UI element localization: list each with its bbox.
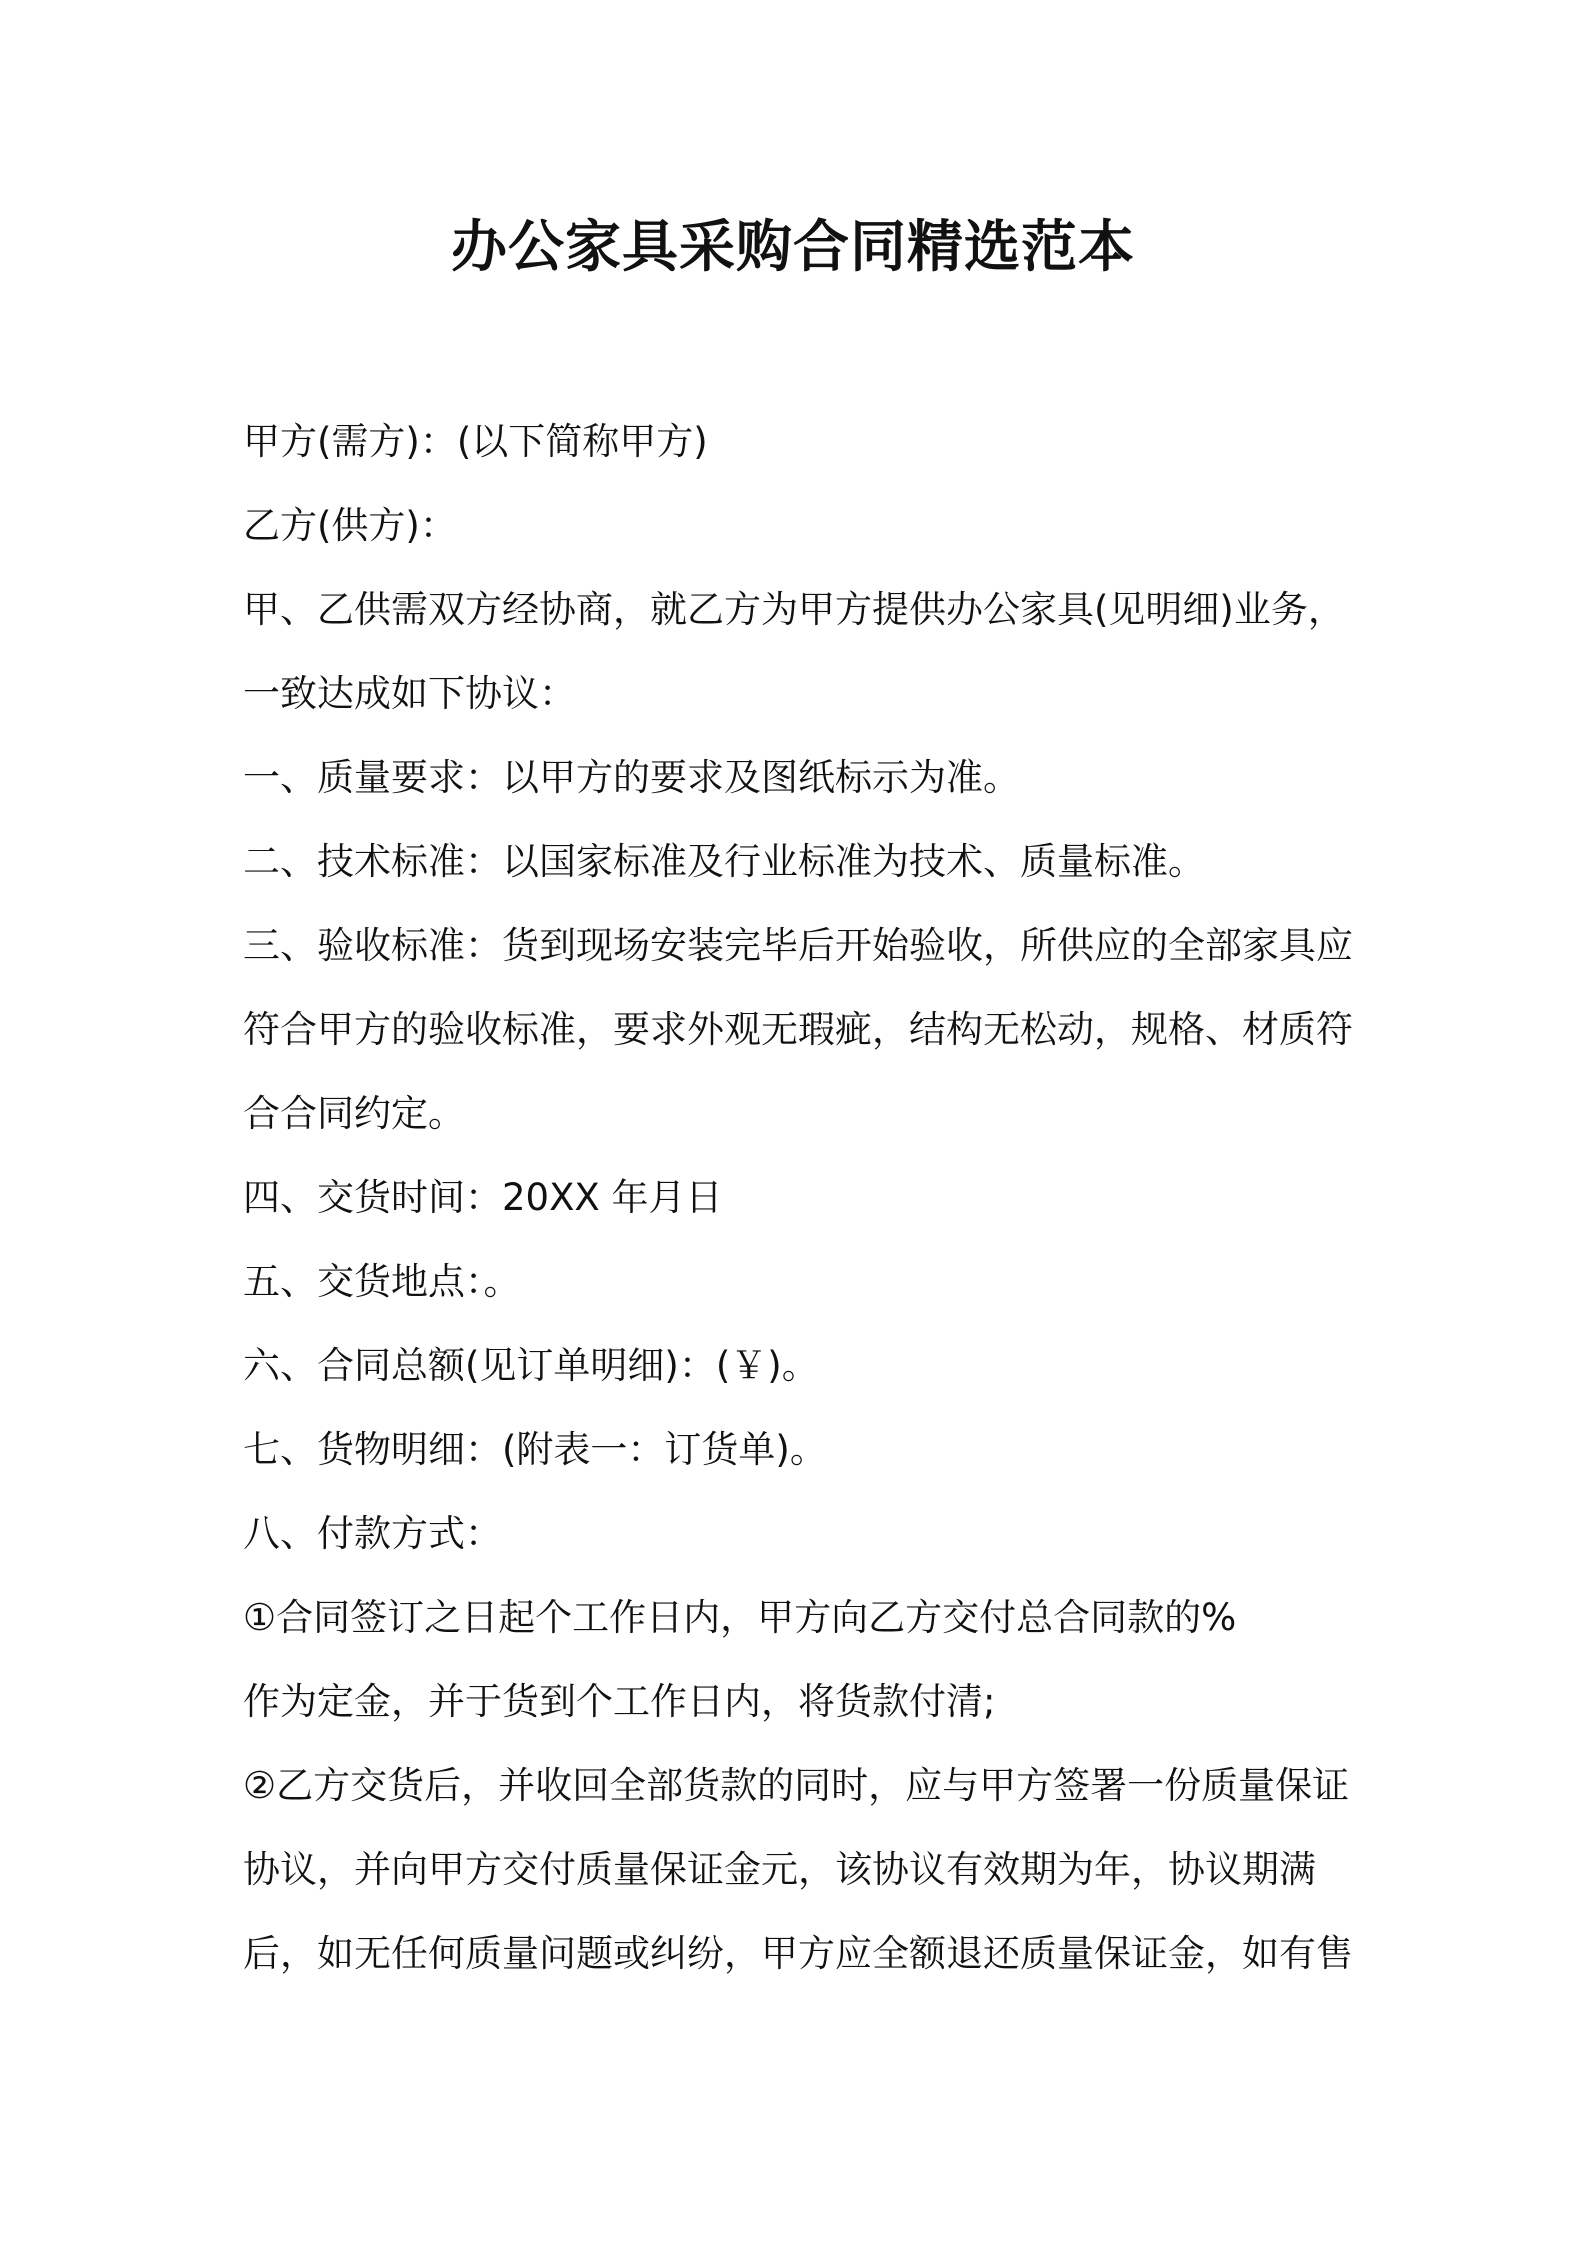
document-title: 办公家具采购合同精选范本 — [451, 215, 1135, 280]
clause-acceptance-line-2: 符合甲方的验收标准，要求外观无瑕疵，结构无松动，规格、材质符 — [243, 1008, 1353, 1051]
document-body — [243, 400, 1363, 1996]
party-b-line: 乙方(供方)： — [243, 504, 457, 547]
payment-item-2-line-3: 后，如无任何质量问题或纠纷，甲方应全额退还质量保证金，如有售 — [243, 1932, 1353, 1975]
clause-quality: 一、质量要求：以甲方的要求及图纸标示为准。 — [243, 756, 1020, 799]
party-a-line: 甲方(需方)：(以下简称甲方) — [243, 420, 708, 463]
payment-item-2-line-1: ②乙方交货后，并收回全部货款的同时，应与甲方签署一份质量保证 — [243, 1764, 1350, 1807]
payment-item-2-line-2: 协议，并向甲方交付质量保证金元，该协议有效期为年，协议期满 — [243, 1848, 1316, 1891]
preamble-line-2: 一致达成如下协议： — [243, 672, 576, 715]
payment-item-1-line-2: 作为定金，并于货到个工作日内，将货款付清; — [243, 1680, 996, 1723]
clause-delivery-place: 五、交货地点：。 — [243, 1260, 521, 1303]
preamble-line-1: 甲、乙供需双方经协商，就乙方为甲方提供办公家具(见明细)业务， — [243, 588, 1345, 631]
clause-delivery-time: 四、交货时间：20XX 年月日 — [243, 1176, 723, 1219]
clause-acceptance-line-1: 三、验收标准：货到现场安装完毕后开始验收，所供应的全部家具应 — [243, 924, 1353, 967]
clause-goods-detail: 七、货物明细：(附表一：订货单)。 — [243, 1428, 827, 1471]
clause-acceptance-line-3: 合合同约定。 — [243, 1092, 465, 1135]
clause-contract-total: 六、合同总额(见订单明细)：(￥)。 — [243, 1344, 819, 1387]
clause-technical-standard: 二、技术标准：以国家标准及行业标准为技术、质量标准。 — [243, 840, 1205, 883]
clause-payment-heading: 八、付款方式： — [243, 1512, 502, 1555]
payment-item-1-line-1: ①合同签订之日起个工作日内，甲方向乙方交付总合同款的% — [243, 1596, 1237, 1639]
